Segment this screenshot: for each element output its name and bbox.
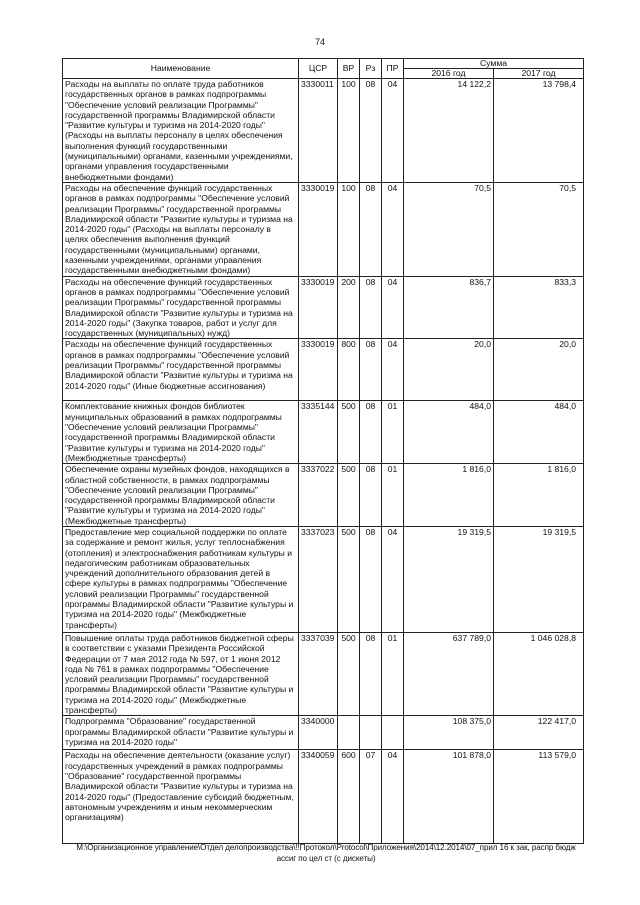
table-row	[63, 276, 584, 339]
row-sum-2017: 70,5	[494, 182, 584, 276]
row-vr: 500	[338, 401, 360, 464]
row-sum-2017: 1 816,0	[494, 464, 584, 527]
row-pr: 01	[382, 464, 404, 527]
row-rz: 08	[360, 276, 382, 339]
row-csr: 3335144	[299, 401, 338, 464]
table-row	[63, 750, 584, 844]
row-vr: 500	[338, 526, 360, 632]
row-name: Подпрограмма "Образование" государственной программы Владимирской области "Развитие культуры и туризма на 2014-2020 годы"	[63, 716, 299, 750]
row-sum-2016: 108 375,0	[404, 716, 494, 750]
row-csr: 3330019	[299, 182, 338, 276]
row-pr: 01	[382, 632, 404, 715]
row-vr: 500	[338, 464, 360, 527]
row-rz: 07	[360, 750, 382, 844]
row-sum-2016: 101 878,0	[404, 750, 494, 844]
row-sum-2016: 484,0	[404, 401, 494, 464]
row-name: Расходы на обеспечение деятельности (оказание услуг) государственных учреждений в рамках подпрограммы "Образование" государственной программы Владимирской области "Развитие культуры и туризма на 2014-2020 годы" (Предоставление субсидий бюджетным, автономным учреждениям и иным некоммерческим организациям)	[63, 750, 299, 844]
row-rz: 08	[360, 79, 382, 183]
row-csr: 3330019	[299, 276, 338, 339]
row-csr: 3337039	[299, 632, 338, 715]
row-sum-2017: 484,0	[494, 401, 584, 464]
row-vr	[338, 716, 360, 750]
row-pr: 04	[382, 526, 404, 632]
row-name: Повышение оплаты труда работников бюджетной сферы в соответствии с указами Президента Российской Федерации от 7 мая 2012 года № 597, от 1 июня 2012 года № 761 в рамках подпрограммы "Обеспечение условий реализации Программы" государственной программы Владимирской области "Развитие культуры и туризма на 2014-2020 годы" (Межбюджетные трансферты)	[63, 632, 299, 715]
row-name: Обеспечение охраны музейных фондов, находящихся в областной собственности, в рамках подпрограммы "Обеспечение условий реализации Программы" государственной программы Владимирской области "Развитие культуры и туризма на 2014-2020 годы" (Межбюджетные трансферты)	[63, 464, 299, 527]
row-rz: 08	[360, 182, 382, 276]
page-number: 74	[314, 37, 325, 47]
table-row	[63, 632, 584, 715]
row-sum-2016: 637 789,0	[404, 632, 494, 715]
table-row	[63, 182, 584, 276]
row-vr: 200	[338, 276, 360, 339]
row-rz: 08	[360, 526, 382, 632]
row-rz: 08	[360, 464, 382, 527]
row-pr: 04	[382, 182, 404, 276]
row-csr: 3330011	[299, 79, 338, 183]
row-rz: 08	[360, 401, 382, 464]
row-vr: 800	[338, 339, 360, 401]
table-row	[63, 464, 584, 527]
table-row	[63, 716, 584, 750]
table-body	[63, 79, 584, 844]
row-name: Расходы на обеспечение функций государственных органов в рамках подпрограммы "Обеспечение условий реализации Программы" государственной программы Владимирской области "Развитие культуры и туризма на 2014-2020 годы" (Расходы на выплаты персоналу в целях обеспечения выполнения функций государственными (муниципальными) органами, казенными учреждениями, органами управления государственными внебюджетными фондами)	[63, 182, 299, 276]
row-pr: 04	[382, 79, 404, 183]
row-sum-2016: 1 816,0	[404, 464, 494, 527]
table-row	[63, 526, 584, 632]
row-vr: 100	[338, 182, 360, 276]
row-csr: 3340000	[299, 716, 338, 750]
table-row	[63, 401, 584, 464]
header-rz: Рз	[360, 59, 382, 79]
row-pr	[382, 716, 404, 750]
row-vr: 600	[338, 750, 360, 844]
row-pr: 01	[382, 401, 404, 464]
row-sum-2016: 14 122,2	[404, 79, 494, 183]
row-sum-2017: 113 579,0	[494, 750, 584, 844]
row-pr: 04	[382, 750, 404, 844]
row-sum-2017: 1 046 028,8	[494, 632, 584, 715]
table-row	[63, 79, 584, 183]
row-sum-2017: 20,0	[494, 339, 584, 401]
header-year-2016: 2016 год	[404, 69, 494, 79]
row-vr: 500	[338, 632, 360, 715]
row-csr: 3337023	[299, 526, 338, 632]
table-row	[63, 339, 584, 401]
row-sum-2016: 20,0	[404, 339, 494, 401]
row-sum-2017: 122 417,0	[494, 716, 584, 750]
row-sum-2017: 833,3	[494, 276, 584, 339]
header-csr: ЦСР	[299, 59, 338, 79]
row-sum-2016: 19 319,5	[404, 526, 494, 632]
header-sum: Сумма	[404, 59, 584, 69]
row-csr: 3330019	[299, 339, 338, 401]
row-pr: 04	[382, 339, 404, 401]
header-year-2017: 2017 год	[494, 69, 584, 79]
row-name: Расходы на выплаты по оплате труда работников государственных органов в рамках подпрограммы "Обеспечение условий реализации Программы" государственной программы Владимирской области "Развитие культуры и туризма на 2014-2020 годы" (Расходы на выплаты персоналу в целях обеспечения выполнения функций государственными (муниципальными) органами, казенными учреждениями, органами управления государственными внебюджетными фондами)	[63, 79, 299, 183]
row-sum-2017: 19 319,5	[494, 526, 584, 632]
row-name: Комплектование книжных фондов библиотек муниципальных образований в рамках подпрограммы "Обеспечение условий реализации Программы" государственной программы Владимирской области "Развитие культуры и туризма на 2014-2020 годы" (Межбюджетные трансферты)	[63, 401, 299, 464]
row-sum-2017: 13 798,4	[494, 79, 584, 183]
header-pr: ПР	[382, 59, 404, 79]
footer-file-path: M:\Организационное управление\Отдел делопроизводства\!!Протокол\Protocol\Приложения\2014\12.2014\07_прил 16 к зак, распр бюдж ассиг по цел ст (с дискеты)	[76, 843, 576, 863]
header-vr: ВР	[338, 59, 360, 79]
table-header	[63, 59, 584, 79]
row-pr: 04	[382, 276, 404, 339]
row-rz	[360, 716, 382, 750]
row-csr: 3340059	[299, 750, 338, 844]
row-rz: 08	[360, 339, 382, 401]
row-sum-2016: 70,5	[404, 182, 494, 276]
row-rz: 08	[360, 632, 382, 715]
budget-table	[62, 58, 584, 844]
row-name: Расходы на обеспечение функций государственных органов в рамках подпрограммы "Обеспечение условий реализации Программы" государственной программы Владимирской области "Развитие культуры и туризма на 2014-2020 годы" (Иные бюджетные ассигнования)	[63, 339, 299, 401]
row-sum-2016: 836,7	[404, 276, 494, 339]
header-name: Наименование	[63, 59, 299, 79]
row-csr: 3337022	[299, 464, 338, 527]
row-name: Предоставление мер социальной поддержки по оплате за содержание и ремонт жилья, услуг теплоснабжения (отопления) и электроснабжения работникам культуры и педагогическим работникам образовательных учреждений дополнительного образования детей в сфере культуры в рамках подпрограммы "Обеспечение условий реализации Программы" государственной программы Владимирской области "Развитие культуры и туризма на 2014-2020 годы" (Межбюджетные трансферты)	[63, 526, 299, 632]
row-name: Расходы на обеспечение функций государственных органов в рамках подпрограммы "Обеспечение условий реализации Программы" государственной программы Владимирской области "Развитие культуры и туризма на 2014-2020 годы" (Закупка товаров, работ и услуг для государственных (муниципальных) нужд)	[63, 276, 299, 339]
row-vr: 100	[338, 79, 360, 183]
